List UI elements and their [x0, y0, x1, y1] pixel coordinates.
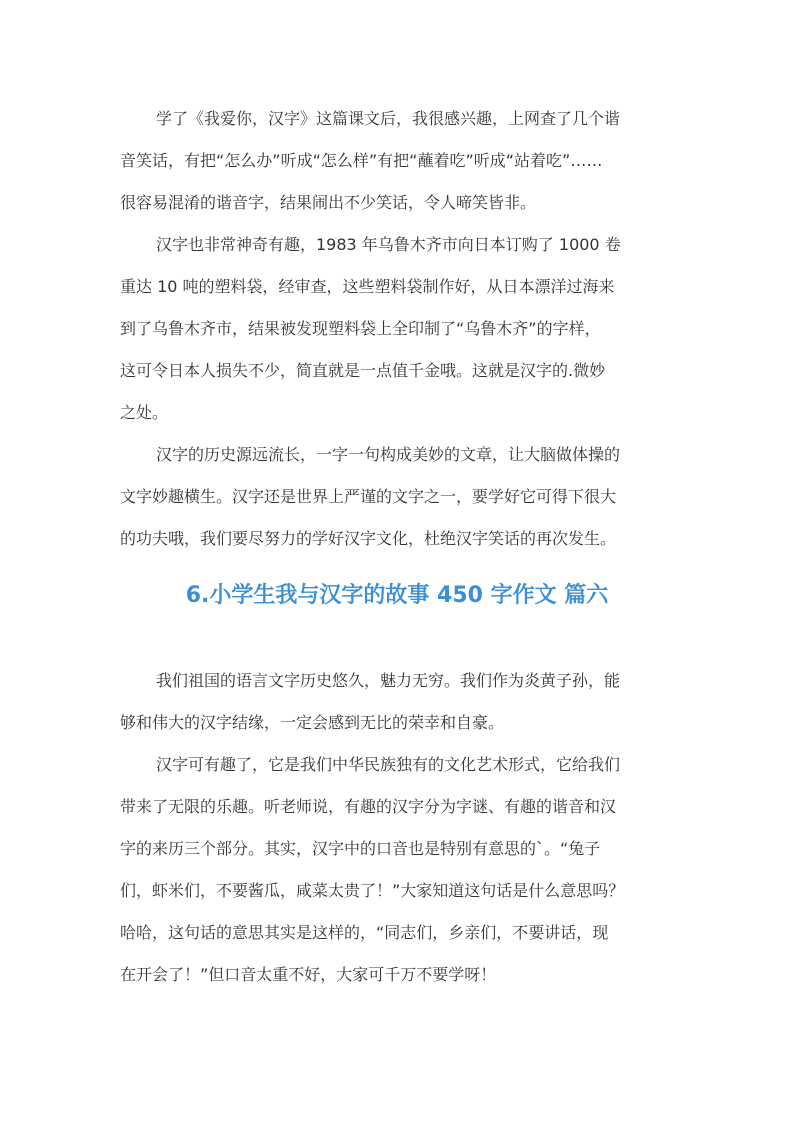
text-line: 文字妙趣横生。汉字还是世界上严谨的文字之一，要学好它可得下很大 [120, 487, 617, 506]
text-line: 带来了无限的乐趣。听老师说，有趣的汉字分为字谜、有趣的谐音和汉 [120, 797, 617, 816]
section-heading: 6.小学生我与汉字的故事 450 字作文 篇六 [185, 583, 609, 608]
text-line: 我们祖国的语言文字历史悠久，魅力无穷。我们作为炎黄子孙，能 [156, 671, 621, 690]
text-line: 很容易混淆的谐音字，结果闹出不少笑话，令人啼笑皆非。 [120, 193, 537, 212]
text-line: 汉字的历史源远流长，一字一句构成美妙的文章，让大脑做体操的 [156, 445, 621, 464]
text-line: 够和伟大的汉字结缘，一定会感到无比的荣幸和自豪。 [120, 713, 505, 732]
text-line: 音笑话，有把“怎么办”听成“怎么样”有把“蘸着吃”听成“站着吃”…… [120, 151, 603, 170]
text-line: 汉字可有趣了，它是我们中华民族独有的文化艺术形式，它给我们 [156, 755, 621, 774]
paragraph-history-of-characters [120, 434, 676, 560]
text-line: 到了乌鲁木齐市，结果被发现塑料袋上全印制了“乌鲁木齐”的字样， [120, 319, 601, 338]
text-line: 这可令日本人损失不少，简直就是一点值千金哦。这就是汉字的.微妙 [120, 361, 606, 380]
text-line: 哈哈，这句话的意思其实是这样的，“同志们，乡亲们，不要讲话，现 [120, 923, 609, 942]
text-line: 字的来历三个部分。其实，汉字中的口音也是特别有意思的`。“兔子 [120, 839, 601, 858]
text-line: 汉字也非常神奇有趣，1983 年乌鲁木齐市向日本订购了 1000 卷 [156, 235, 621, 254]
text-line: 在开会了！”但口音太重不好，大家可千万不要学呀！ [120, 965, 497, 984]
text-line: 重达 10 吨的塑料袋，经审查，这些塑料袋制作好，从日本漂洋过海来 [120, 277, 615, 296]
text-line: 们，虾米们，不要酱瓜，咸菜太贵了！”大家知道这句话是什么意思吗？ [120, 881, 625, 900]
paragraph-plastic-bags-story [120, 224, 676, 434]
text-line: 之处。 [120, 403, 169, 422]
paragraph-homophone-jokes [120, 98, 676, 224]
paragraph-fun-of-characters [120, 744, 676, 996]
paragraph-language-history [120, 660, 676, 744]
text-line: 学了《我爱你，汉字》这篇课文后，我很感兴趣，上网查了几个谐 [156, 109, 621, 128]
text-line: 的功夫哦，我们要尽努力的学好汉字文化，杜绝汉字笑话的再次发生。 [120, 529, 617, 548]
